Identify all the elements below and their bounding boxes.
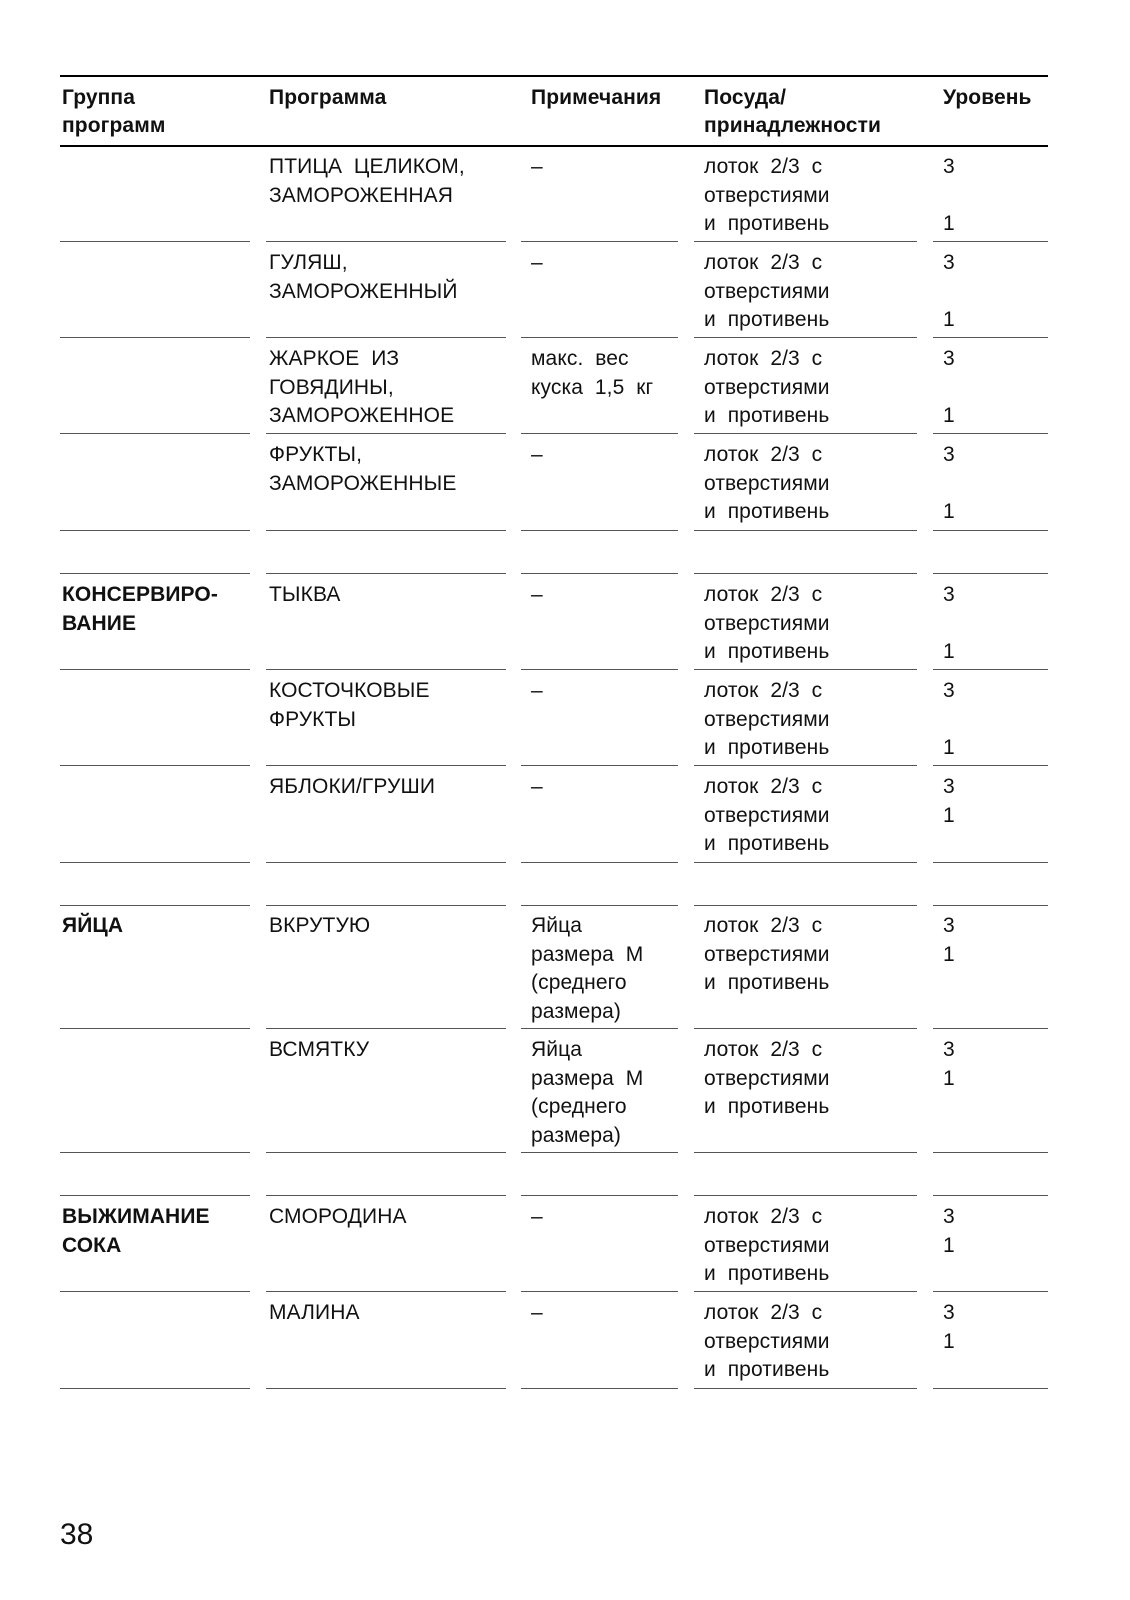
row-separator-line <box>521 1152 678 1153</box>
header-program: Программа <box>269 86 387 109</box>
row-separator-line <box>933 765 1048 766</box>
row-separator-line <box>521 1388 678 1389</box>
row-level: 3 1 <box>943 155 955 235</box>
header-dishes: Посуда/ принадлежности <box>704 86 881 137</box>
header-level: Уровень <box>943 86 1032 109</box>
row-separator-line <box>521 765 678 766</box>
row-note: – <box>531 583 543 606</box>
row-dishes: лоток 2/3 с отверстиями и противень <box>704 914 830 994</box>
row-separator-line <box>521 1028 678 1029</box>
row-separator-line <box>521 862 678 863</box>
row-note: – <box>531 251 543 274</box>
row-separator-line <box>521 669 678 670</box>
row-separator-line <box>266 1028 506 1029</box>
row-separator-line <box>933 573 1048 574</box>
row-separator-line <box>694 905 917 906</box>
row-level: 3 1 <box>943 775 955 827</box>
row-program: ФРУКТЫ, ЗАМОРОЖЕННЫЕ <box>269 443 457 495</box>
row-separator-line <box>694 530 917 531</box>
row-level: 3 1 <box>943 583 955 663</box>
row-program: КОСТОЧКОВЫЕ ФРУКТЫ <box>269 679 430 731</box>
row-dishes: лоток 2/3 с отверстиями и противень <box>704 1301 830 1381</box>
row-separator-line <box>60 433 250 434</box>
row-separator-line <box>266 905 506 906</box>
row-separator-line <box>266 669 506 670</box>
row-program: ВКРУТУЮ <box>269 914 371 937</box>
row-separator-line <box>266 530 506 531</box>
row-note: макс. вес куска 1,5 кг <box>531 347 654 399</box>
row-separator-line <box>60 530 250 531</box>
row-separator-line <box>694 1388 917 1389</box>
row-level: 3 1 <box>943 679 955 759</box>
row-note: – <box>531 679 543 702</box>
row-separator-line <box>60 573 250 574</box>
row-separator-line <box>266 1291 506 1292</box>
row-separator-line <box>694 669 917 670</box>
row-program: ПТИЦА ЦЕЛИКОМ, ЗАМОРОЖЕННАЯ <box>269 155 465 207</box>
row-group: ВЫЖИМАНИЕ СОКА <box>62 1205 210 1257</box>
row-separator-line <box>694 433 917 434</box>
row-separator-line <box>60 1291 250 1292</box>
row-dishes: лоток 2/3 с отверстиями и противень <box>704 155 830 235</box>
row-separator-line <box>694 241 917 242</box>
row-note: – <box>531 775 543 798</box>
row-separator-line <box>694 1195 917 1196</box>
row-level: 3 1 <box>943 914 955 966</box>
row-separator-line <box>60 337 250 338</box>
row-separator-line <box>266 1388 506 1389</box>
row-separator-line <box>521 433 678 434</box>
row-separator-line <box>266 573 506 574</box>
row-separator-line <box>266 765 506 766</box>
row-program: ЯБЛОКИ/ГРУШИ <box>269 775 436 798</box>
row-separator-line <box>933 1152 1048 1153</box>
row-group: КОНСЕРВИРО- ВАНИЕ <box>62 583 218 635</box>
row-program: ЖАРКОЕ ИЗ ГОВЯДИНЫ, ЗАМОРОЖЕННОЕ <box>269 347 455 427</box>
row-separator-line <box>521 573 678 574</box>
row-separator-line <box>933 1388 1048 1389</box>
row-separator-line <box>694 1291 917 1292</box>
row-separator-line <box>933 433 1048 434</box>
row-program: ГУЛЯШ, ЗАМОРОЖЕННЫЙ <box>269 251 458 303</box>
row-program: ВСМЯТКУ <box>269 1038 370 1061</box>
row-program: МАЛИНА <box>269 1301 360 1324</box>
row-separator-line <box>266 1152 506 1153</box>
row-separator-line <box>60 862 250 863</box>
row-dishes: лоток 2/3 с отверстиями и противень <box>704 1038 830 1118</box>
row-level: 3 1 <box>943 251 955 331</box>
row-separator-line <box>521 337 678 338</box>
row-separator-line <box>694 337 917 338</box>
row-separator-line <box>694 862 917 863</box>
row-level: 3 1 <box>943 1205 955 1257</box>
row-note: Яйца размера M (среднего размера) <box>531 914 644 1023</box>
row-dishes: лоток 2/3 с отверстиями и противень <box>704 679 830 759</box>
row-separator-line <box>266 1195 506 1196</box>
table-header-rule <box>60 145 1048 147</box>
row-separator-line <box>521 530 678 531</box>
row-separator-line <box>694 1152 917 1153</box>
row-separator-line <box>266 433 506 434</box>
row-separator-line <box>933 669 1048 670</box>
row-level: 3 1 <box>943 443 955 523</box>
page-number: 38 <box>60 1518 94 1551</box>
row-separator-line <box>933 905 1048 906</box>
header-group: Группа программ <box>62 86 166 137</box>
row-separator-line <box>60 1195 250 1196</box>
row-note: – <box>531 443 543 466</box>
row-separator-line <box>694 765 917 766</box>
row-separator-line <box>933 1291 1048 1292</box>
row-separator-line <box>694 573 917 574</box>
row-dishes: лоток 2/3 с отверстиями и противень <box>704 443 830 523</box>
row-program: ТЫКВА <box>269 583 341 606</box>
row-separator-line <box>933 241 1048 242</box>
row-level: 3 1 <box>943 1038 955 1090</box>
row-separator-line <box>266 337 506 338</box>
row-level: 3 1 <box>943 347 955 427</box>
row-separator-line <box>933 337 1048 338</box>
row-note: – <box>531 1301 543 1324</box>
row-note: – <box>531 155 543 178</box>
row-separator-line <box>60 1388 250 1389</box>
row-separator-line <box>521 241 678 242</box>
row-dishes: лоток 2/3 с отверстиями и противень <box>704 583 830 663</box>
row-separator-line <box>60 765 250 766</box>
row-separator-line <box>60 669 250 670</box>
row-separator-line <box>521 1195 678 1196</box>
row-separator-line <box>933 1028 1048 1029</box>
row-dishes: лоток 2/3 с отверстиями и противень <box>704 775 830 855</box>
row-separator-line <box>933 530 1048 531</box>
row-separator-line <box>933 862 1048 863</box>
row-dishes: лоток 2/3 с отверстиями и противень <box>704 1205 830 1285</box>
header-notes: Примечания <box>531 86 662 109</box>
row-level: 3 1 <box>943 1301 955 1353</box>
row-separator-line <box>266 862 506 863</box>
row-program: СМОРОДИНА <box>269 1205 407 1228</box>
row-group: ЯЙЦА <box>62 914 124 937</box>
row-separator-line <box>694 1028 917 1029</box>
row-separator-line <box>521 1291 678 1292</box>
row-dishes: лоток 2/3 с отверстиями и противень <box>704 251 830 331</box>
row-note: Яйца размера M (среднего размера) <box>531 1038 644 1147</box>
row-separator-line <box>60 1028 250 1029</box>
row-separator-line <box>933 1195 1048 1196</box>
row-separator-line <box>60 1152 250 1153</box>
row-separator-line <box>266 241 506 242</box>
row-separator-line <box>60 241 250 242</box>
row-dishes: лоток 2/3 с отверстиями и противень <box>704 347 830 427</box>
table-top-rule <box>60 75 1048 77</box>
row-note: – <box>531 1205 543 1228</box>
row-separator-line <box>60 905 250 906</box>
row-separator-line <box>521 905 678 906</box>
